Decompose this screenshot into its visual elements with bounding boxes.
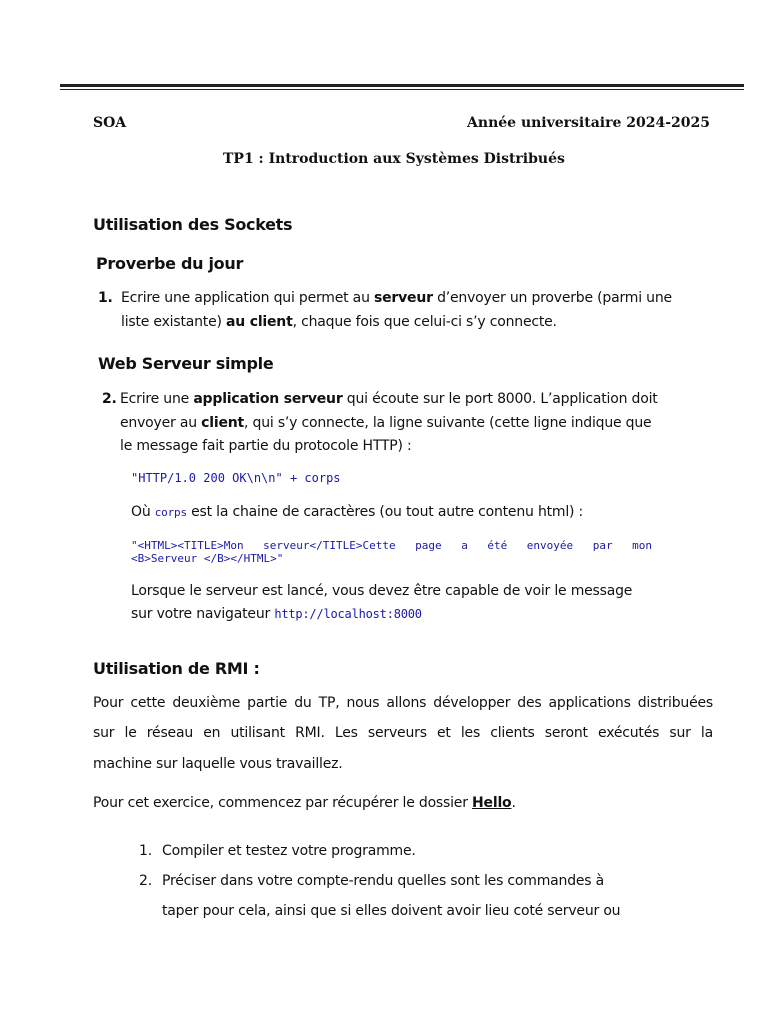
rmi-item-number-2: 2. bbox=[139, 873, 152, 889]
proverbe-line-1: Ecrire une application qui permet au serveur d’envoyer un proverbe (parmi une bbox=[121, 290, 672, 306]
code-html-line-2: <B>Serveur </B></HTML>" bbox=[131, 552, 284, 565]
hello-folder: Hello bbox=[472, 795, 512, 811]
course-name: SOA bbox=[93, 115, 127, 131]
proverbe-line-2: liste existante) au client, chaque fois que celui-ci s’y connecte. bbox=[121, 314, 557, 330]
item-number-2: 2. bbox=[102, 391, 117, 407]
header-rule-thick bbox=[60, 84, 744, 87]
section-heading-rmi: Utilisation de RMI : bbox=[93, 659, 260, 678]
subheading-web-serveur: Web Serveur simple bbox=[98, 354, 274, 373]
academic-year: Année universitaire 2024-2025 bbox=[467, 115, 710, 131]
rmi-para-line-1: Pour cette deuxième partie du TP, nous allons développer des applications distribuées bbox=[93, 695, 713, 711]
webserver-line-2: envoyer au client, qui s’y connecte, la ligne suivante (cette ligne indique que bbox=[120, 415, 652, 431]
corps-description: Où corps est la chaine de caractères (ou tout autre contenu html) : bbox=[131, 504, 584, 520]
webserver-line-3: le message fait partie du protocole HTTP) : bbox=[120, 438, 412, 454]
item-number-1: 1. bbox=[98, 290, 113, 306]
code-http-response: "HTTP/1.0 200 OK\n\n" + corps bbox=[131, 471, 341, 485]
rmi-item-2-continued: taper pour cela, ainsi que si elles doivent avoir lieu coté serveur ou bbox=[162, 903, 621, 919]
header-rule-thin bbox=[60, 89, 744, 90]
document-title: TP1 : Introduction aux Systèmes Distribués bbox=[223, 151, 565, 167]
rmi-para-line-2: sur le réseau en utilisant RMI. Les serveurs et les clients seront exécutés sur la bbox=[93, 725, 713, 741]
section-heading-sockets: Utilisation des Sockets bbox=[93, 215, 293, 234]
code-html-line-1: "<HTML><TITLE>Mon serveur</TITLE>Cette page a été envoyée par mon bbox=[131, 539, 652, 552]
launch-line-1: Lorsque le serveur est lancé, vous devez être capable de voir le message bbox=[131, 583, 633, 599]
localhost-url: http://localhost:8000 bbox=[274, 607, 422, 621]
rmi-item-number-1: 1. bbox=[139, 843, 152, 859]
subheading-proverbe: Proverbe du jour bbox=[96, 254, 244, 273]
rmi-item-2: Préciser dans votre compte-rendu quelles sont les commandes à bbox=[162, 873, 605, 889]
rmi-para-line-3: machine sur laquelle vous travaillez. bbox=[93, 756, 343, 772]
launch-line-2: sur votre navigateur http://localhost:8000 bbox=[131, 606, 422, 622]
exercise-instruction: Pour cet exercice, commencez par récupérer le dossier Hello. bbox=[93, 795, 516, 811]
webserver-line-1: Ecrire une application serveur qui écoute sur le port 8000. L’application doit bbox=[120, 391, 658, 407]
rmi-item-1: Compiler et testez votre programme. bbox=[162, 843, 416, 859]
